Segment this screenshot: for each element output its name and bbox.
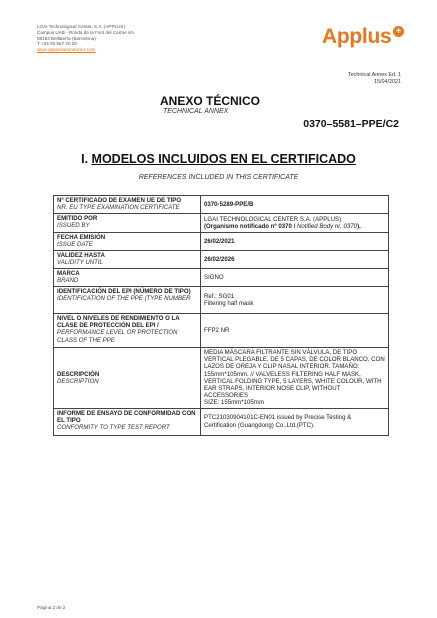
row-value: Ref.: SG01 Filtering half mask [201, 287, 389, 314]
table-row [54, 251, 389, 269]
row-value: LGAI TECHNOLOGICAL CENTER S.A. (APPLUS) (Organismo notificado nº 0370 / Notified Body nr. 0370). [201, 214, 389, 233]
table-row [54, 233, 389, 251]
row-label: INFORME DE ENSAYO DE CONFORMIDAD CON EL TIPO CONFORMITY TO TYPE TEST REPORT [54, 408, 201, 435]
logo-wordmark: Applus [322, 25, 392, 48]
section-number: I. [81, 152, 89, 166]
company-phone: T +34 93 567 20 00 [37, 41, 77, 47]
table-row [54, 214, 389, 233]
row-label: VALIDEZ HASTA VALIDITY UNTIL [54, 251, 201, 269]
applus-logo [322, 26, 406, 48]
row-value: 26/02/2026 [201, 251, 389, 269]
section-title [0, 152, 437, 166]
annex-edition: Technical Annex Ed. 1 [347, 72, 401, 78]
table-row [54, 269, 389, 287]
row-value: SIGNO [201, 269, 389, 287]
company-header [37, 24, 134, 53]
certificate-table [53, 195, 389, 436]
table-row [54, 196, 389, 214]
table-row [54, 408, 389, 435]
row-label: FECHA EMISIÓN ISSUE DATE [54, 233, 201, 251]
row-value: FFP2 NR [201, 314, 389, 348]
company-website-link[interactable]: www.appluslaboratories.com [37, 47, 96, 53]
row-label: IDENTIFICACIÓN DEL EPI (NÚMERO DE TIPO) IDENTIFICATION OF THE PPE (TYPE NUMBER [54, 287, 201, 314]
row-value: 26/02/2021 [201, 233, 389, 251]
table-row [54, 314, 389, 348]
document-subtitle: TECHNICAL ANNEX [163, 108, 229, 115]
row-label: MARCA BRAND [54, 269, 201, 287]
table-row [54, 348, 389, 409]
row-label: EMITIDO POR ISSUED BY [54, 214, 201, 233]
logo-plus-icon: + [393, 26, 404, 37]
row-label: Nº CERTIFICADO DE EXAMEN UE DE TIPO NR. EU TYPE EXAMINATION CERTIFICATE [54, 196, 201, 214]
table-row [54, 287, 389, 314]
annex-date: 15/04/2021 [374, 79, 401, 85]
row-value: 0370-5289-PPE/B [201, 196, 389, 214]
row-value: PTC21030904101C-EN01 issued by Precise Testing & Certification (Guangdong) Co.,Ltd.(PTC). [201, 408, 389, 435]
row-label: DESCRIPCIÓN DESCRIPTION [54, 348, 201, 409]
section-title-text: MODELOS INCLUIDOS EN EL CERTIFICADO [91, 152, 356, 166]
company-address-2: 08193 Bellaterra (Barcelona) [37, 35, 96, 41]
row-value: MEDIA MÁSCARA FILTRANTE SIN VÁLVULA, DE TIPO VERTICAL PLEGABLE, DE 5 CAPAS, DE COLOR BLANCO, CON LAZOS DE OREJA Y CLIP NASAL INTERIOR. TAMAÑO: 155mm*105mm. // VALVELESS FILTERING HALF MASK, VERTICAL FOLDING TYPE, 5 LAYERS, WHITE COLOUR, WITH EAR STRAPS, INTERIOR NOSE CLIP, WITHOUT ACCESSORIES SIZE: 155mm*105mm [201, 348, 389, 409]
company-address-1: Campus UAB - Ronda de la Font del Carme s/n [37, 29, 135, 35]
page-number: Página 2 de 2 [37, 605, 66, 610]
company-name: LGAI Technological Center, S.A. (APPLUS) [37, 24, 126, 29]
row-label: NIVEL O NIVELES DE RENDIMIENTO O LA CLASE DE PROTECCIÓN DEL EPI / PERFORMANCE LEVEL OR PROTECTION CLASS OF THE PPE [54, 314, 201, 348]
certificate-code: 0370–5581–PPE/C2 [303, 118, 399, 130]
section-subtitle: REFERENCES INCLUDED IN THIS CERTIFICATE [138, 174, 299, 181]
annex-info [348, 72, 401, 86]
document-title: ANEXO TÉCNICO [160, 94, 261, 108]
